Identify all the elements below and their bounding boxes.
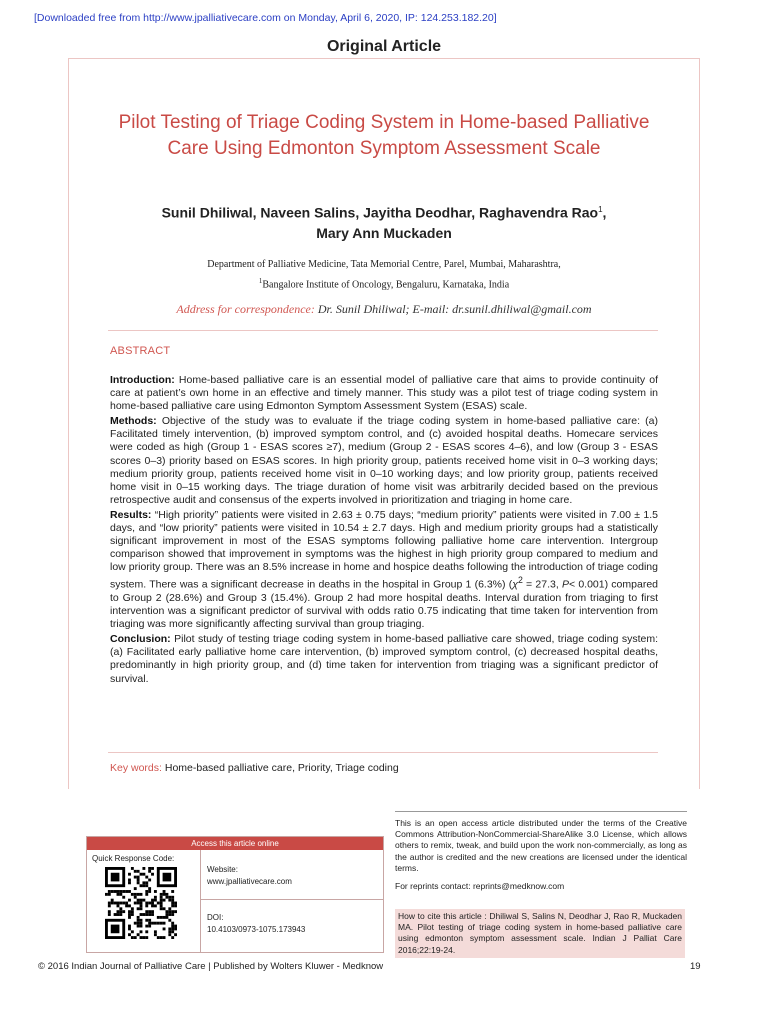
page-number: 19 (690, 961, 701, 972)
author-list (100, 200, 668, 243)
open-access-notice: This is an open access article distributed under the terms of the Creative Commons Attribution-NonCommercial-ShareAlike 3.0 License, which allows others to remix, tweak, and build upon the work non-commercially, as long as the author is credited and the new creations are licensed under the identical terms. (395, 818, 687, 873)
keywords (110, 762, 399, 774)
abstract-body (110, 374, 658, 688)
abstract-results (110, 509, 658, 631)
affiliations (100, 257, 668, 293)
qr-label: Quick Response Code: (92, 854, 175, 863)
article-type-heading: Original Article (326, 38, 442, 55)
divider-keywords (108, 752, 658, 753)
author-affil-sup: 1 (598, 205, 603, 214)
open-access-divider (395, 811, 687, 812)
results-text-a: “High priority” patients were visited in 2.63 ± 0.75 days; “medium priority” patients were visited in 7.00 ± 1.5 days, and “low priority” patients were visited in 10.54 ± 2.7 days. High and medium priority groups had a statistically significant improvement in most of the ESAS symptoms following palliative home care intervention. Intergroup comparison showed that improvement in symptoms was the highest in high priority group compared to medium and low priority group. There was an 8.5% increase in home and hospice deaths following the introduction of triage coding system. There was a significant decrease in deaths in the hospital in Group 1 (6.3%) ( (110, 508, 658, 591)
article-title: Pilot Testing of Triage Coding System in Home-based Palliative Care Using Edmonton Symptom Assessment Scale (118, 112, 650, 159)
introduction-text: Home-based palliative care is an essential model of palliative care that aims to provide continuity of care at patient’s own home in an effective and timely manner. This study was a pilot test of triage coding system in home-based palliative care using Edmonton Symptom Assessment System (ESAS) scale. (110, 374, 658, 413)
download-notice: [Downloaded free from http://www.jpalliativecare.com on Monday, April 6, 2020, IP: 124.253.182.20] (34, 12, 497, 24)
access-box-header: Access this article online (87, 837, 383, 850)
chi-symbol: χ (512, 578, 518, 591)
access-box-vertical-divider (200, 850, 201, 952)
conclusion-text: Pilot study of testing triage coding system in home-based palliative care showed, triage coding system: (a) Facilitated early palliative home care intervention, (b) improved symptom control, (c) decreased hospital deaths, predominantly in high priority group, and (d) time taken for intervention from triaging was a significant predictor of survival. (110, 633, 659, 685)
access-box-horizontal-divider (200, 899, 383, 900)
reprints-contact: For reprints contact: reprints@medknow.com (395, 881, 565, 891)
abstract-introduction (110, 374, 658, 413)
correspondence (100, 302, 668, 317)
results-label: Results: (110, 508, 152, 521)
conclusion-label: Conclusion: (110, 633, 171, 646)
abstract-heading: ABSTRACT (110, 345, 171, 357)
results-text-b: = 27.3, (522, 578, 562, 591)
citation-box: How to cite this article : Dhiliwal S, Salins N, Deodhar J, Rao R, Muckaden MA. Pilot testing of triage coding system in home-based palliative care using edmonton symptom assessment scale. Indian J Palliat Care 2016;22:19-24. (395, 909, 685, 958)
doi-label: DOI: (207, 913, 224, 922)
authors-part3: Mary Ann Muckaden (316, 224, 452, 241)
authors-part1: Sunil Dhiliwal, Naveen Salins, Jayitha Deodhar, Raghavendra Rao (161, 204, 599, 221)
abstract-conclusion (110, 633, 658, 685)
correspondence-label: Address for correspondence: (176, 302, 315, 316)
correspondence-text: Dr. Sunil Dhiliwal; E-mail: dr.sunil.dhiliwal@gmail.com (317, 302, 592, 316)
doi-link[interactable]: 10.4103/0973-1075.173943 (207, 925, 306, 934)
results-text-c: < 0.001) compared to Group 2 (28.6%) and Group 3 (15.4%). Group 2 had more hospital deaths. Interval duration from triaging to first intervention was a significant predictor of survival with odds ratio 0.75 indicating that time taken for intervention from triaging was more significantly affecting survival than group triaging. (110, 578, 658, 631)
keywords-text: Home-based palliative care, Priority, Triage coding (164, 762, 399, 774)
keywords-label: Key words: (110, 762, 162, 774)
affiliation-line1: Department of Palliative Medicine, Tata Memorial Centre, Parel, Mumbai, Maharashtra, (207, 259, 561, 270)
abstract-methods (110, 415, 658, 507)
access-article-box (86, 836, 384, 953)
website-label: Website: (207, 865, 238, 874)
methods-text: Objective of the study was to evaluate if the triage coding system in home-based palliative care: (a) Facilitated timely intervention, (b) improved symptom control, and (c) avoided hospital deaths. Homecare services were coded as high (Group 1 - ESAS scores ≥7), medium (Group 2 - ESAS scores 4–6), and low (Group 3 - ESAS scores 0–3) priority based on ESAS scores. In high priority group, patients received home visit in 0–3 working days; medium priority group, patients received home visit in 0–10 working days; and low priority group, patients received home visit in 0–15 working days. The triage duration of home visit was arbitrarily decided based on the previous retrospective audit and consensus of the experts involved in prioritization and triaging in home care. (110, 415, 658, 506)
p-symbol: P (561, 578, 569, 591)
introduction-label: Introduction: (110, 374, 175, 386)
authors-part2: , (602, 204, 607, 221)
footer-copyright: © 2016 Indian Journal of Palliative Care | Published by Wolters Kluwer - Medknow (38, 961, 384, 972)
affiliation-sup: 1 (258, 277, 263, 285)
chi-exponent: 2 (517, 575, 523, 586)
qr-code-icon[interactable] (105, 867, 177, 939)
website-link[interactable]: www.jpalliativecare.com (207, 877, 292, 886)
methods-label: Methods: (110, 415, 157, 428)
divider-top (108, 330, 658, 331)
affiliation-line2: Bangalore Institute of Oncology, Bengaluru, Karnataka, India (262, 279, 510, 291)
